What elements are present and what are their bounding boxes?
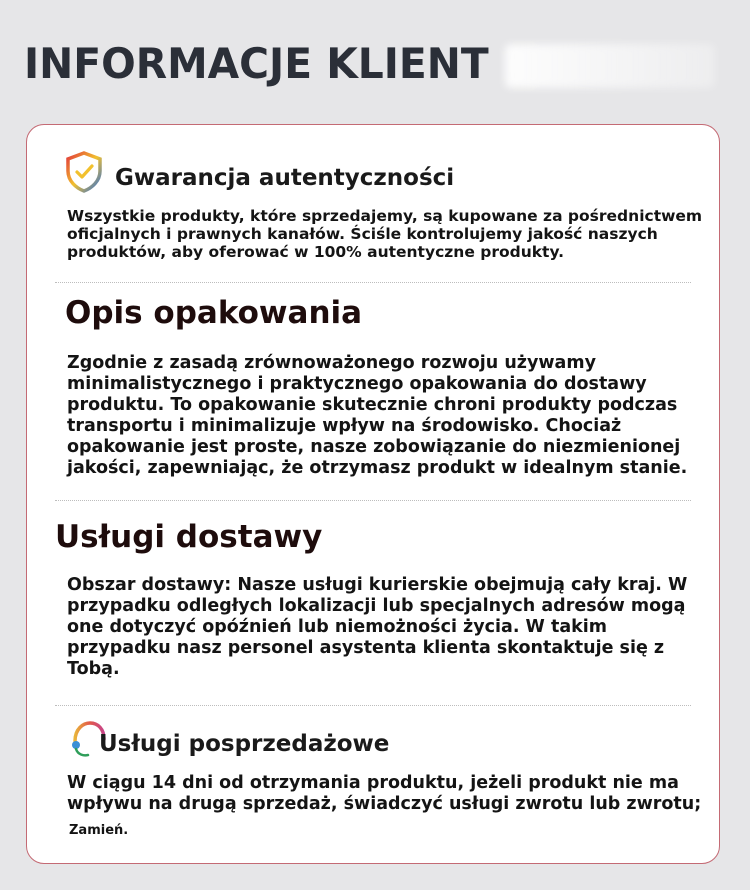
section-title-aftersales: Usługi posprzedażowe (99, 731, 390, 757)
title-watermark (505, 44, 715, 88)
section-text-aftersales: W ciągu 14 dni od otrzymania produktu, jeżeli produkt nie ma wpływu na drugą sprzedaż, świadczyć usługi zwrotu lub zwrotu; (67, 773, 702, 814)
section-divider (55, 282, 691, 283)
section-divider (55, 500, 691, 501)
page-title: INFORMACJE KLIENT (24, 39, 489, 88)
section-title-delivery: Usługi dostawy (55, 519, 323, 555)
shield-check-icon (65, 151, 103, 193)
section-text-aftersales-extra: Zamień. (69, 823, 129, 838)
section-text-packaging: Zgodnie z zasadą zrównoważonego rozwoju używamy minimalistycznego i praktycznego opakowania do dostawy produktu. To opakowanie skutecznie chroni produkty podczas transportu i minimalizuje wpływ na środowisko. Chociaż opakowanie jest proste, nasze zobowiązanie do niezmienionej jakości, zapewniając, że otrzymasz produkt w idealnym stanie. (67, 353, 688, 478)
section-text-delivery: Obszar dostawy: Nasze usługi kurierskie obejmują cały kraj. W przypadku odległych lokalizacji lub specjalnych adresów mogą one dotyczyć opóźnień lub niemożności życia. W takim przypadku nasz personel asystenta klienta skontaktuje się z Tobą. (67, 575, 688, 679)
section-text-authenticity: Wszystkie produkty, które sprzedajemy, są kupowane za pośrednictwem oficjalnych i prawnych kanałów. Ściśle kontrolujemy jakość naszych produktów, aby oferować w 100% autentyczne produkty. (67, 207, 703, 261)
section-title-packaging: Opis opakowania (65, 295, 363, 331)
info-card (26, 124, 720, 864)
section-divider (55, 705, 691, 706)
section-title-authenticity: Gwarancja autentyczności (115, 165, 455, 191)
